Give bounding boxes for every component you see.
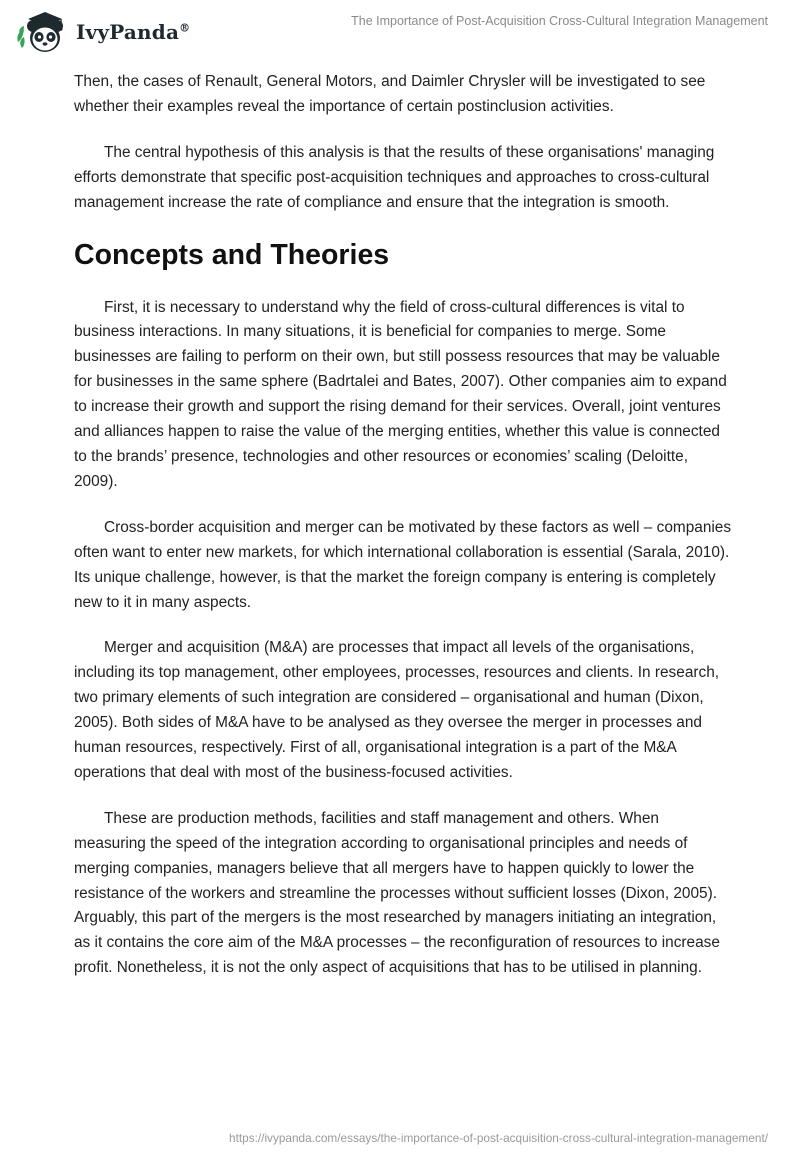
paragraph-cross-cultural: First, it is necessary to understand why the field of cross-cultural differences is vital to business interactions. In many situations, it is beneficial for companies to merge. Some businesses are failing to perform on their own, but still possess resources that may be valuable for businesses in the same sphere (Badrtalei and Bates, 2007). Other companies aim to expand to increase their growth and support the rising demand for their services. Overall, joint ventures and alliances happen to raise the value of the merging entities, whether this value is connected to the brands’ presence, technologies and other resources or economies’ scaling (Deloitte, 2009).: [74, 298, 727, 490]
panda-graduation-cap-icon: [14, 8, 72, 56]
page-header: [0, 0, 800, 64]
brand-logo[interactable]: [14, 8, 190, 56]
source-url[interactable]: https://ivypanda.com/essays/the-importance-of-post-acquisition-cross-cultural-integration-management/: [229, 1131, 768, 1145]
paragraph-hypothesis: The central hypothesis of this analysis is that the results of these organisations' managing efforts demonstrate that specific post-acquisition techniques and approaches to cross-cultural management increase the rate of compliance and ensure that the integration is smooth.: [74, 143, 715, 211]
paragraph-cross-border: Cross-border acquisition and merger can be motivated by these factors as well – companies often want to enter new markets, for which international collaboration is essential (Sarala, 2010). Its unique challenge, however, is that the market the foreign company is entering is completely new to it in many aspects.: [74, 518, 732, 611]
section-heading: Concepts and Theories: [74, 238, 390, 271]
brand-name: IvyPanda®: [76, 20, 191, 44]
document-title: The Importance of Post-Acquisition Cross-Cultural Integration Management: [351, 14, 768, 28]
essay-body: [74, 70, 734, 1002]
paragraph-production-methods: These are production methods, facilities and staff management and others. When measuring the speed of the integration according to organisational principles and needs of merging companies, managers believe that all mergers have to happen quickly to lower the resistance of the workers and streamline the processes without sufficient losses (Dixon, 2005). Arguably, this part of the mergers is the most researched by managers initiating an integration, as it contains the core aim of the M&A processes – the reconfiguration of resources to increase profit. Nonetheless, it is not the only aspect of acquisitions that has to be utilised in planning.: [74, 809, 720, 977]
paragraph-intro: Then, the cases of Renault, General Motors, and Daimler Chrysler will be investigated to see whether their examples reveal the importance of certain postinclusion activities.: [74, 73, 706, 115]
paragraph-merger-acquisition: Merger and acquisition (M&A) are processes that impact all levels of the organisations, including its top management, other employees, processes, resources and clients. In research, two primary elements of such integration are considered – organisational and human (Dixon, 2005). Both sides of M&A have to be analysed as they oversee the merger in processes and human resources, respectively. First of all, organisational integration is a part of the M&A operations that deal with most of the business-focused activities.: [74, 639, 720, 781]
